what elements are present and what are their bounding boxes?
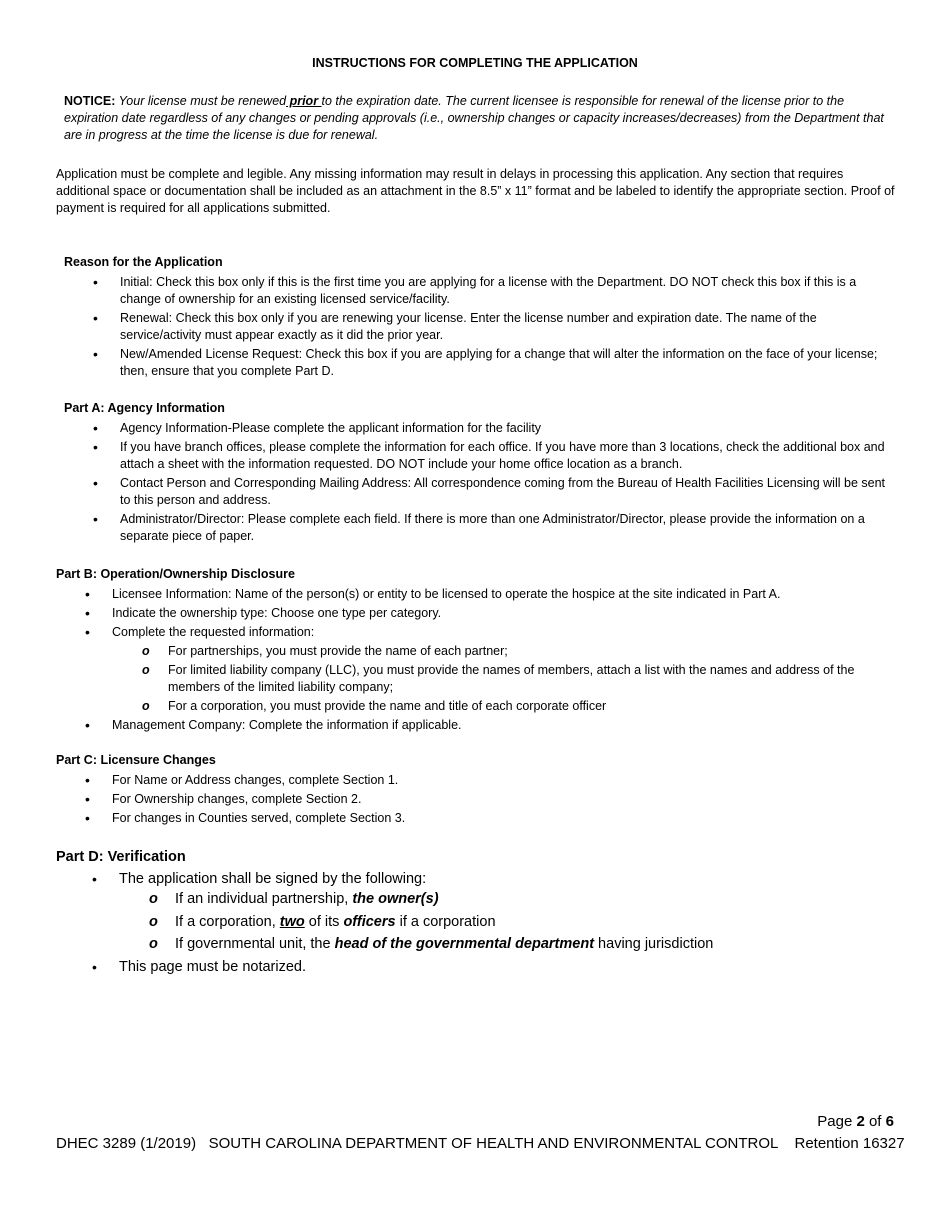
sublist-item: o For partnerships, you must provide the name of each partner; [168,643,894,660]
list-item-text: Complete the requested information: [112,625,315,639]
sublist-emphasis: the owner(s) [352,891,439,907]
notice-text-post: to the expiration date. The current licensee is responsible for renewal of the license prior to the expiration date regardless of any changes or pending approvals (i.e., ownership changes or capacity increases/decreases) from the Department that are in progress at the time the license is due for renewal. [64,94,884,142]
form-footer: DHEC 3289 (1/2019) SOUTH CAROLINA DEPARTMENT OF HEALTH AND ENVIRONMENTAL CONTROL Retention 16327 [56,1135,905,1152]
sublist-text: having jurisdiction [594,936,714,952]
notice-emphasis: prior [286,94,322,108]
list-item: • New/Amended License Request: Check this box if you are applying for a change that will alter the information on the face of your license; then, ensure that you complete Part D. [120,346,894,380]
sublist-item [175,934,894,955]
sublist-text: If governmental unit, the [175,936,335,952]
list-item: • For Ownership changes, complete Section 2. [112,791,894,808]
part-c-heading: Part C: Licensure Changes [56,753,216,767]
list-item-text: The application shall be signed by the following: [119,870,427,887]
sublist-item [175,912,894,933]
notice-text-pre: Your license must be renewed [118,94,287,108]
list-item: • If you have branch offices, please complete the information for each office. If you have more than 3 locations, check the additional box and attach a sheet with the information requested. DO NOT include your home office location as a branch. [120,439,894,473]
intro-paragraph: Application must be complete and legible. Any missing information may result in delays in processing this application. Any section that requires additional space or documentation shall be included as an attachment in the 8.5” x 11” format and be labeled to identify the appropriate section. Proof of payment is required for all applications submitted. [56,167,895,215]
page-current: 2 [856,1113,865,1130]
part-b-heading: Part B: Operation/Ownership Disclosure [56,567,295,581]
list-item: • Agency Information-Please complete the applicant information for the facility [120,420,894,437]
sublist-text: if a corporation [395,913,496,930]
notice-paragraph [64,93,884,144]
reason-section [64,254,894,382]
list-item: • Indicate the ownership type: Choose one type per category. [112,605,894,622]
sublist-item: o For a corporation, you must provide the name and title of each corporate officer [168,698,894,715]
list-item: • Renewal: Check this box only if you are renewing your license. Enter the license number and expiration date. The name of the service/activity must appear exactly as it did the prior year. [120,310,894,344]
part-d-list [119,869,894,978]
part-a-list [120,420,894,545]
part-c-section [56,752,894,829]
page-total: 6 [885,1113,894,1130]
list-item: • Licensee Information: Name of the person(s) or entity to be licensed to operate the hospice at the site indicated in Part A. [112,586,894,603]
list-item [119,869,894,955]
sublist-emphasis: head of the governmental department [334,936,595,952]
part-a-section [64,400,894,547]
sublist-item [175,889,894,910]
page-of: of [864,1113,886,1130]
page-title: INSTRUCTIONS FOR COMPLETING THE APPLICATION [312,56,638,70]
list-item [112,624,894,715]
list-item: • Management Company: Complete the information if applicable. [112,717,894,734]
reason-list [120,274,894,380]
part-b-list [112,586,894,734]
list-item: • This page must be notarized. [119,957,894,978]
list-item: • For Name or Address changes, complete Section 1. [112,772,894,789]
sublist-item: o For limited liability company (LLC), you must provide the names of members, attach a list with the names and address of the members of the limited liability company; [168,662,894,696]
list-item: • For changes in Counties served, complete Section 3. [112,810,894,827]
sublist-text: If an individual partnership, [175,891,353,907]
part-d-sublist [175,889,894,955]
sublist-emphasis: two [279,913,305,930]
part-b-section [56,566,894,736]
sublist-text: of its [304,913,344,930]
part-d-heading: Part D: Verification [56,849,186,865]
list-item: • Administrator/Director: Please complete each field. If there is more than one Administrator/Director, please provide the information on a separate piece of paper. [120,511,894,545]
sublist-emphasis: officers [343,913,396,930]
part-c-list [112,772,894,827]
page-number [817,1113,894,1130]
part-d-section [56,847,894,979]
list-item: • Initial: Check this box only if this is the first time you are applying for a license with the Department. DO NOT check this box if this is a change of ownership for an existing licensed service/facility. [120,274,894,308]
part-b-sublist [168,643,894,715]
sublist-text: If a corporation, [175,913,280,930]
reason-heading: Reason for the Application [64,255,223,269]
part-a-heading: Part A: Agency Information [64,401,225,415]
notice-label: NOTICE: [64,94,116,108]
list-item: • Contact Person and Corresponding Mailing Address: All correspondence coming from the Bureau of Health Facilities Licensing will be sent to this person and address. [120,475,894,509]
page-word: Page [817,1113,857,1130]
